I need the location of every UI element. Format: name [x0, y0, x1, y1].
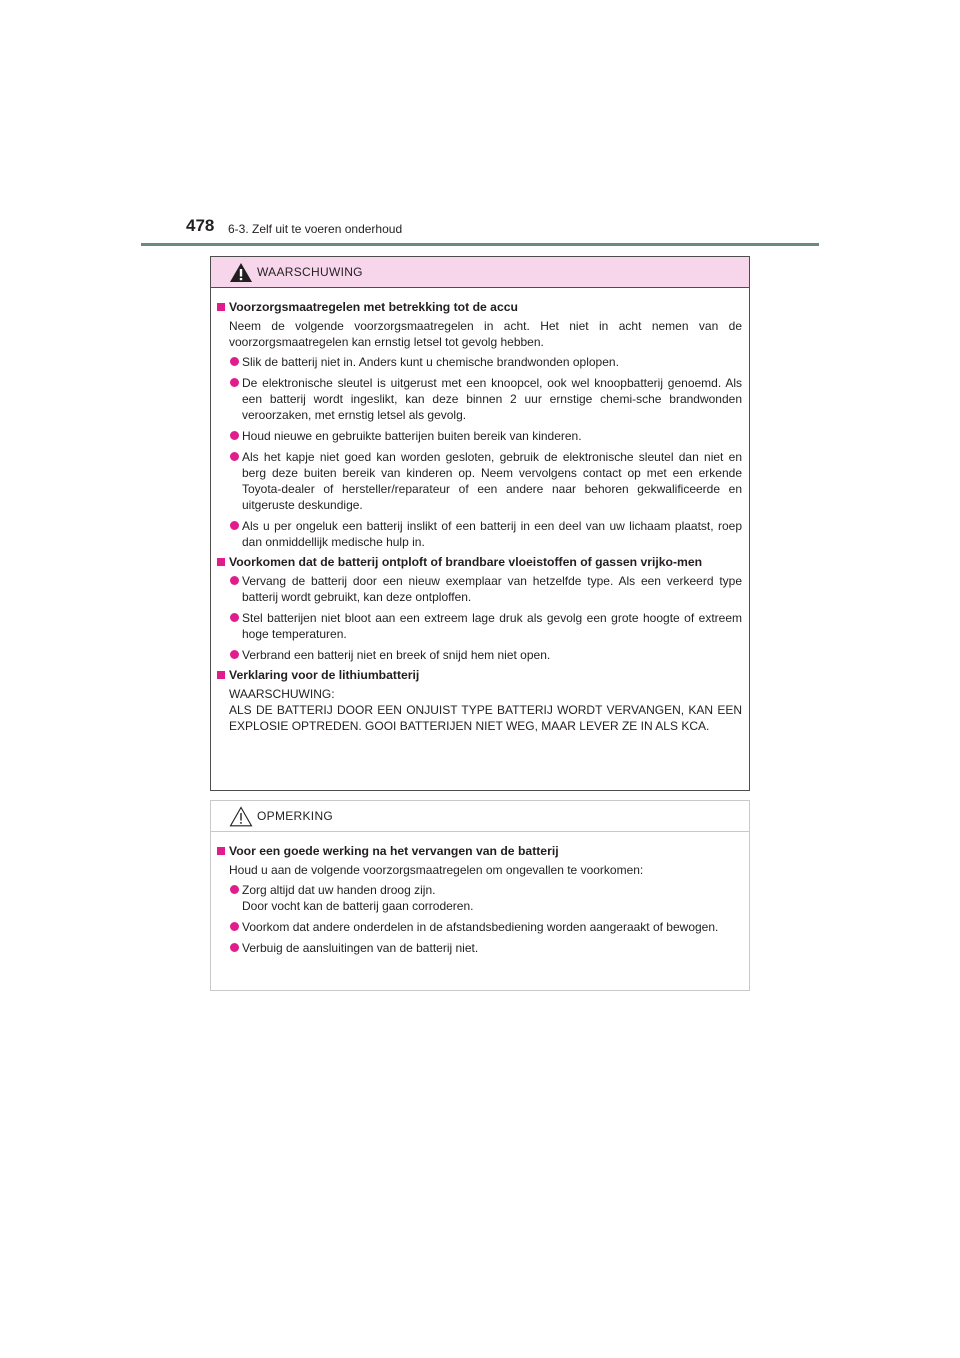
list-item: Vervang de batterij door een nieuw exemplaar van hetzelfde type. Als een verkeerd type batterij wordt gebruikt, kan deze ontploffen.	[217, 573, 742, 605]
bullet-dot-icon	[230, 431, 239, 440]
notice-body	[211, 832, 749, 956]
list-item: Als het kapje niet goed kan worden gesloten, gebruik de elektronische sleutel dan niet en berg deze buiten bereik van kinderen op. Neem vervolgens contact op met een erkende Toyota-dealer of hersteller/reparateur of een andere naar behoren gekwalificeerde en uitgeruste deskundige.	[217, 449, 742, 513]
bullet-dot-icon	[230, 885, 239, 894]
bullet-dot-icon	[230, 378, 239, 387]
warning-title: WAARSCHUWING	[257, 265, 363, 279]
square-bullet-icon	[217, 303, 225, 311]
warning-triangle-icon	[229, 262, 253, 283]
list-item: Voorkom dat andere onderdelen in de afstandsbediening worden aangeraakt of bewogen.	[217, 919, 742, 935]
header-rule	[141, 243, 819, 246]
list-item: De elektronische sleutel is uitgerust met een knoopcel, ook wel knoopbatterij genoemd. Als een batterij wordt ingeslikt, kan deze binnen 2 uur ernstige chemi-sche brandwonden veroorzaken, met ernstig letsel als gevolg.	[217, 375, 742, 423]
square-bullet-icon	[217, 847, 225, 855]
notice-triangle-icon	[229, 806, 253, 827]
warning-body	[211, 288, 749, 734]
page-number: 478	[186, 216, 215, 235]
warning-header	[211, 257, 749, 288]
warning-heading: Voorzorgsmaatregelen met betrekking tot de accu	[217, 300, 742, 315]
bullet-dot-icon	[230, 922, 239, 931]
bullet-dot-icon	[230, 452, 239, 461]
notice-box	[210, 800, 750, 991]
list-item: Stel batterijen niet bloot aan een extreem lage druk als gevolg een grote hoogte of extreem hoge temperaturen.	[217, 610, 742, 642]
square-bullet-icon	[217, 558, 225, 566]
square-bullet-icon	[217, 671, 225, 679]
bullet-dot-icon	[230, 943, 239, 952]
list-item: Als u per ongeluk een batterij inslikt of een batterij in een deel van uw lichaam plaatst, roep dan onmiddellijk medische hulp in.	[217, 518, 742, 550]
list-item: Verbuig de aansluitingen van de batterij niet.	[217, 940, 742, 956]
warning-heading: Verklaring voor de lithiumbatterij	[217, 668, 742, 683]
paragraph: WAARSCHUWING: ALS DE BATTERIJ DOOR EEN ONJUIST TYPE BATTERIJ WORDT VERVANGEN, KAN EEN EXPLOSIE OPTREDEN. GOOI BATTERIJEN NIET WEG, MAAR LEVER ZE IN ALS KCA.	[229, 687, 742, 733]
notice-header	[211, 801, 749, 832]
bullet-dot-icon	[230, 613, 239, 622]
list-item: Verbrand een batterij niet en breek of snijd hem niet open.	[217, 647, 742, 663]
bullet-dot-icon	[230, 357, 239, 366]
bullet-dot-icon	[230, 650, 239, 659]
bullet-dot-icon	[230, 576, 239, 585]
notice-heading: Voor een goede werking na het vervangen van de batterij	[217, 844, 742, 859]
list-item: Houd nieuwe en gebruikte batterijen buiten bereik van kinderen.	[217, 428, 742, 444]
list-item: Slik de batterij niet in. Anders kunt u chemische brandwonden oplopen.	[217, 354, 742, 370]
bullet-dot-icon	[230, 521, 239, 530]
notice-title: OPMERKING	[257, 809, 334, 823]
warning-heading: Voorkomen dat de batterij ontploft of brandbare vloeistoffen of gassen vrijko-men	[217, 555, 742, 570]
paragraph: Houd u aan de volgende voorzorgsmaatregelen om ongevallen te voorkomen:	[229, 863, 644, 877]
paragraph: Neem de volgende voorzorgsmaatregelen in acht. Het niet in acht nemen van de voorzorgsmaatregelen kan ernstig letsel tot gevolg hebben.	[229, 319, 742, 349]
section-title: 6-3. Zelf uit te voeren onderhoud	[228, 222, 403, 236]
list-item: Zorg altijd dat uw handen droog zijn. Door vocht kan de batterij gaan corroderen.	[217, 882, 742, 914]
warning-box	[210, 256, 750, 791]
